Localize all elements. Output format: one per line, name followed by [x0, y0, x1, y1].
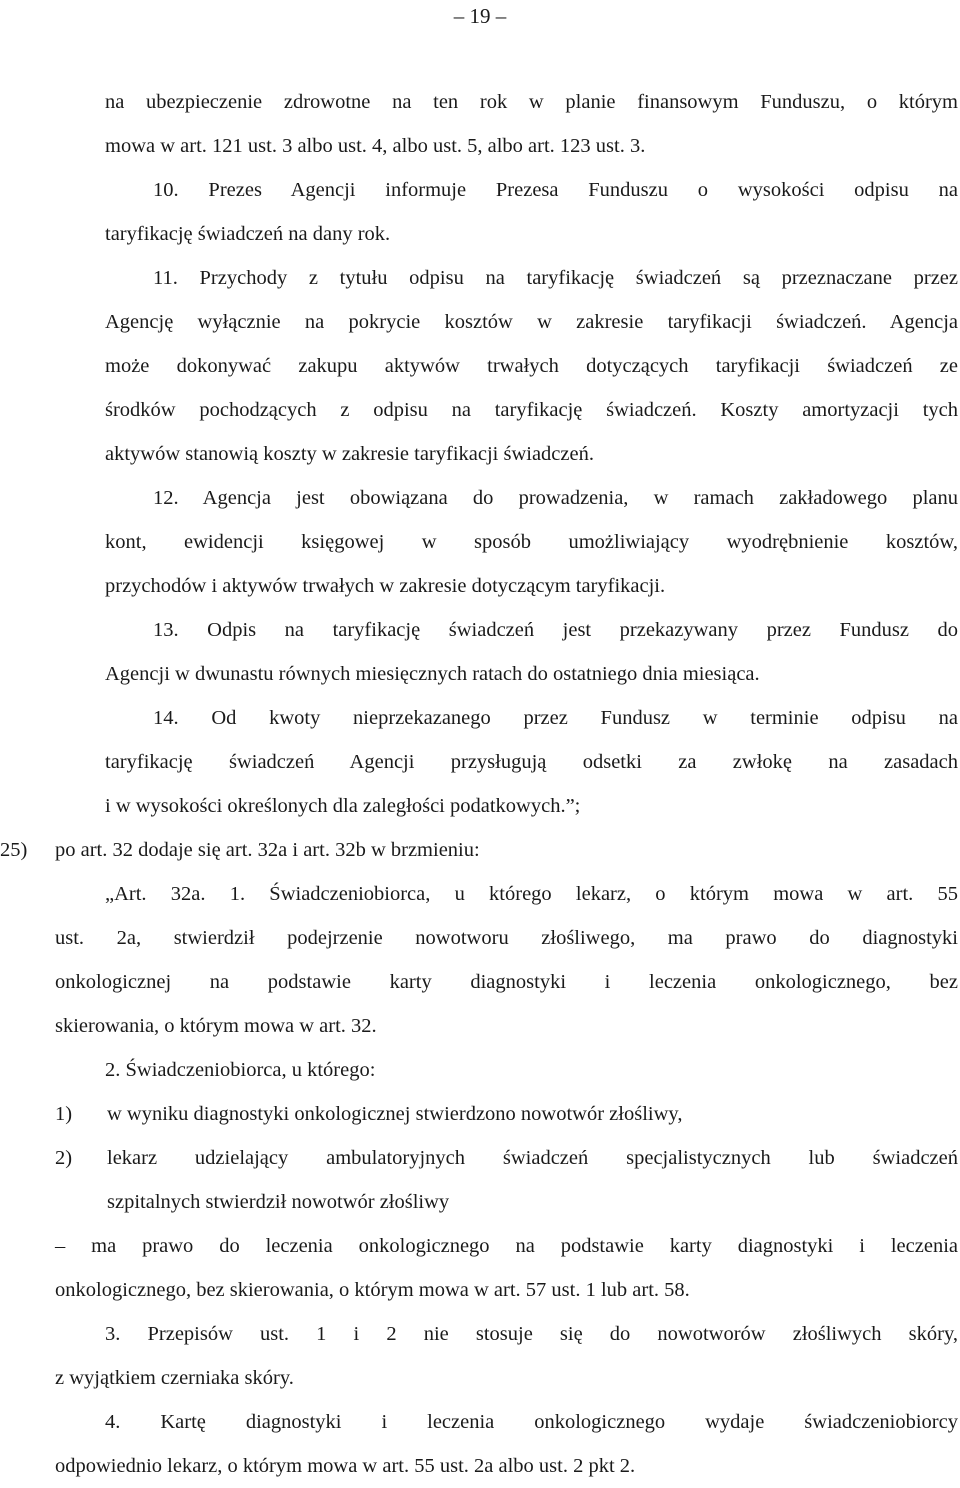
- text-line: skierowania, o którym mowa w art. 32.: [55, 1015, 377, 1037]
- text-line: 14. Od kwoty nieprzekazanego przez Fundusz w terminie odpisu na: [153, 707, 958, 729]
- text-line: 2. Świadczeniobiorca, u którego:: [105, 1059, 376, 1081]
- point-text: po art. 32 dodaje się art. 32a i art. 32b w brzmieniu:: [55, 839, 480, 861]
- item-number: 2): [55, 1147, 73, 1169]
- text-line: środków pochodzących z odpisu na taryfikację świadczeń. Koszty amortyzacji tych: [105, 399, 958, 421]
- text-line: 13. Odpis na taryfikację świadczeń jest przekazywany przez Fundusz do: [153, 619, 958, 641]
- section-odpis-paragraph: [105, 80, 958, 168]
- article-32a-paragraph-2: [55, 1048, 958, 1092]
- paragraph-14: [105, 696, 958, 828]
- article-32a-paragraph-4: [55, 1400, 958, 1488]
- text-line: ust. 2a, stwierdził podejrzenie nowotworu złośliwego, ma prawo do diagnostyki: [55, 927, 958, 949]
- text-line: 10. Prezes Agencji informuje Prezesa Funduszu o wysokości odpisu na: [153, 179, 958, 201]
- text-line: taryfikację świadczeń Agencji przysługują odsetki za zwłokę na zasadach: [105, 751, 958, 773]
- text-line: mowa w art. 121 ust. 3 albo ust. 4, albo ust. 5, albo art. 123 ust. 3.: [105, 135, 646, 157]
- text-line: z wyjątkiem czerniaka skóry.: [55, 1367, 294, 1389]
- item-number: 1): [55, 1103, 73, 1125]
- item-text: w wyniku diagnostyki onkologicznej stwierdzono nowotwór złośliwy,: [107, 1103, 683, 1125]
- article-32a-paragraph-1: [55, 872, 958, 1048]
- article-32a-conclusion: [55, 1224, 958, 1312]
- paragraph-13: [105, 608, 958, 696]
- text-line: aktywów stanowią koszty w zakresie taryfikacji świadczeń.: [105, 443, 594, 465]
- text-line: i w wysokości określonych dla zaległości podatkowych.”;: [105, 795, 581, 817]
- text-line: – ma prawo do leczenia onkologicznego na podstawie karty diagnostyki i leczenia: [55, 1235, 958, 1257]
- text-line: kont, ewidencji księgowej w sposób umożliwiający wyodrębnienie kosztów,: [105, 531, 958, 553]
- text-line: przychodów i aktywów trwałych w zakresie dotyczącym taryfikacji.: [105, 575, 666, 597]
- paragraph-12: [105, 476, 958, 608]
- list-item-2-text: [107, 1136, 958, 1224]
- text-line: „Art. 32a. 1. Świadczeniobiorca, u którego lekarz, o którym mowa w art. 55: [105, 883, 958, 905]
- text-line: Agencję wyłącznie na pokrycie kosztów w zakresie taryfikacji świadczeń. Agencja: [105, 311, 958, 333]
- text-line: odpowiednio lekarz, o którym mowa w art. 55 ust. 2a albo ust. 2 pkt 2.: [55, 1455, 636, 1477]
- text-line: 11. Przychody z tytułu odpisu na taryfikację świadczeń są przeznaczane przez: [153, 267, 958, 289]
- text-line: Agencji w dwunastu równych miesięcznych ratach do ostatniego dnia miesiąca.: [105, 663, 760, 685]
- text-line: onkologicznego, bez skierowania, o którym mowa w art. 57 ust. 1 lub art. 58.: [55, 1279, 690, 1301]
- text-line: szpitalnych stwierdził nowotwór złośliwy: [107, 1191, 450, 1213]
- article-32a-paragraph-3: [55, 1312, 958, 1400]
- point-number: 25): [0, 839, 28, 861]
- text-line: taryfikację świadczeń na dany rok.: [105, 223, 391, 245]
- paragraph-11: [105, 256, 958, 476]
- text-line: może dokonywać zakupu aktywów trwałych dotyczących taryfikacji świadczeń ze: [105, 355, 958, 377]
- text-line: 4. Kartę diagnostyki i leczenia onkologicznego wydaje świadczeniobiorcy: [105, 1411, 958, 1433]
- text-line: 3. Przepisów ust. 1 i 2 nie stosuje się do nowotworów złośliwych skóry,: [105, 1323, 958, 1345]
- page-number: – 19 –: [453, 4, 507, 28]
- text-line: na ubezpieczenie zdrowotne na ten rok w planie finansowym Funduszu, o którym: [105, 91, 958, 113]
- paragraph-10: [105, 168, 958, 256]
- text-line: 12. Agencja jest obowiązana do prowadzenia, w ramach zakładowego planu: [153, 487, 958, 509]
- text-line: lekarz udzielający ambulatoryjnych świadczeń specjalistycznych lub świadczeń: [107, 1147, 958, 1169]
- text-line: onkologicznej na podstawie karty diagnostyki i leczenia onkologicznego, bez: [55, 971, 958, 993]
